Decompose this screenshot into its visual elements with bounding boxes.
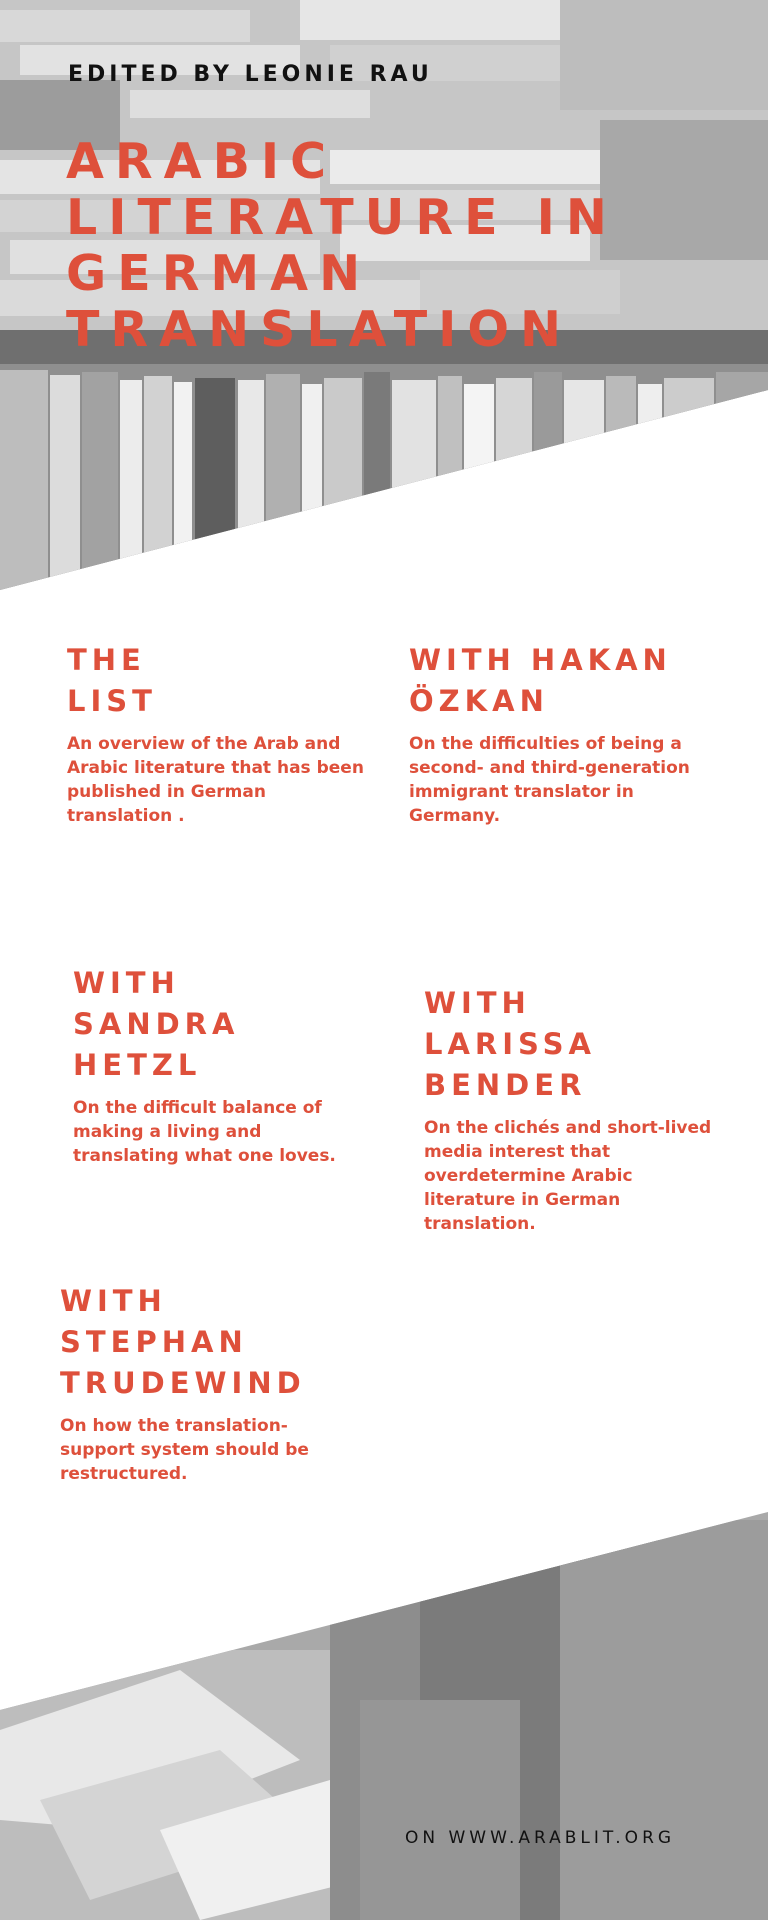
card-title-line: WITH [73,966,180,1000]
desk-photo-background [0,1500,768,1920]
title-line: TRANSLATION [66,301,573,358]
card-description: On the difficult balance of making a living and translating what one loves. [73,1098,336,1166]
card-title-line: LARISSA [424,1027,596,1061]
card-title [424,983,724,1106]
card-title-line: LIST [67,684,157,718]
card-stephan-trudewind[interactable] [60,1281,340,1486]
card-the-list[interactable] [67,640,367,828]
card-description: On the clichés and short-lived media interest that overdetermine Arabic literature in German translation. [424,1118,712,1234]
card-title-line: SANDRA [73,1007,240,1041]
card-title-line: WITH [60,1284,167,1318]
card-description: On how the translation-support system should be restructured. [60,1416,309,1484]
title-line: LITERATURE IN [66,189,618,246]
title-line: ARABIC [66,133,338,190]
card-title [60,1281,340,1404]
editor-credit: EDITED BY LEONIE RAU [68,62,433,87]
card-title-line: ÖZKAN [409,684,549,718]
card-title-line: STEPHAN [60,1325,248,1359]
card-title [67,640,367,722]
card-description: On the difficulties of being a second- and third-generation immigrant translator in Germany. [409,734,690,826]
card-sandra-hetzl[interactable] [73,963,353,1168]
card-title-line: WITH [424,986,531,1020]
card-title-line: THE [67,643,146,677]
card-description: An overview of the Arab and Arabic literature that has been published in German translation . [67,734,364,826]
card-title-line: TRUDEWIND [60,1366,306,1400]
card-title-line: BENDER [424,1068,587,1102]
card-title-line: WITH HAKAN [409,643,672,677]
title-line: GERMAN [66,245,372,302]
page-title [66,134,746,358]
card-larissa-bender[interactable] [424,983,724,1236]
footer-website-link[interactable]: ON WWW.ARABLIT.ORG [405,1828,676,1848]
card-hakan-ozkan[interactable] [409,640,709,828]
card-title [73,963,353,1086]
card-title-line: HETZL [73,1048,202,1082]
card-title [409,640,709,722]
